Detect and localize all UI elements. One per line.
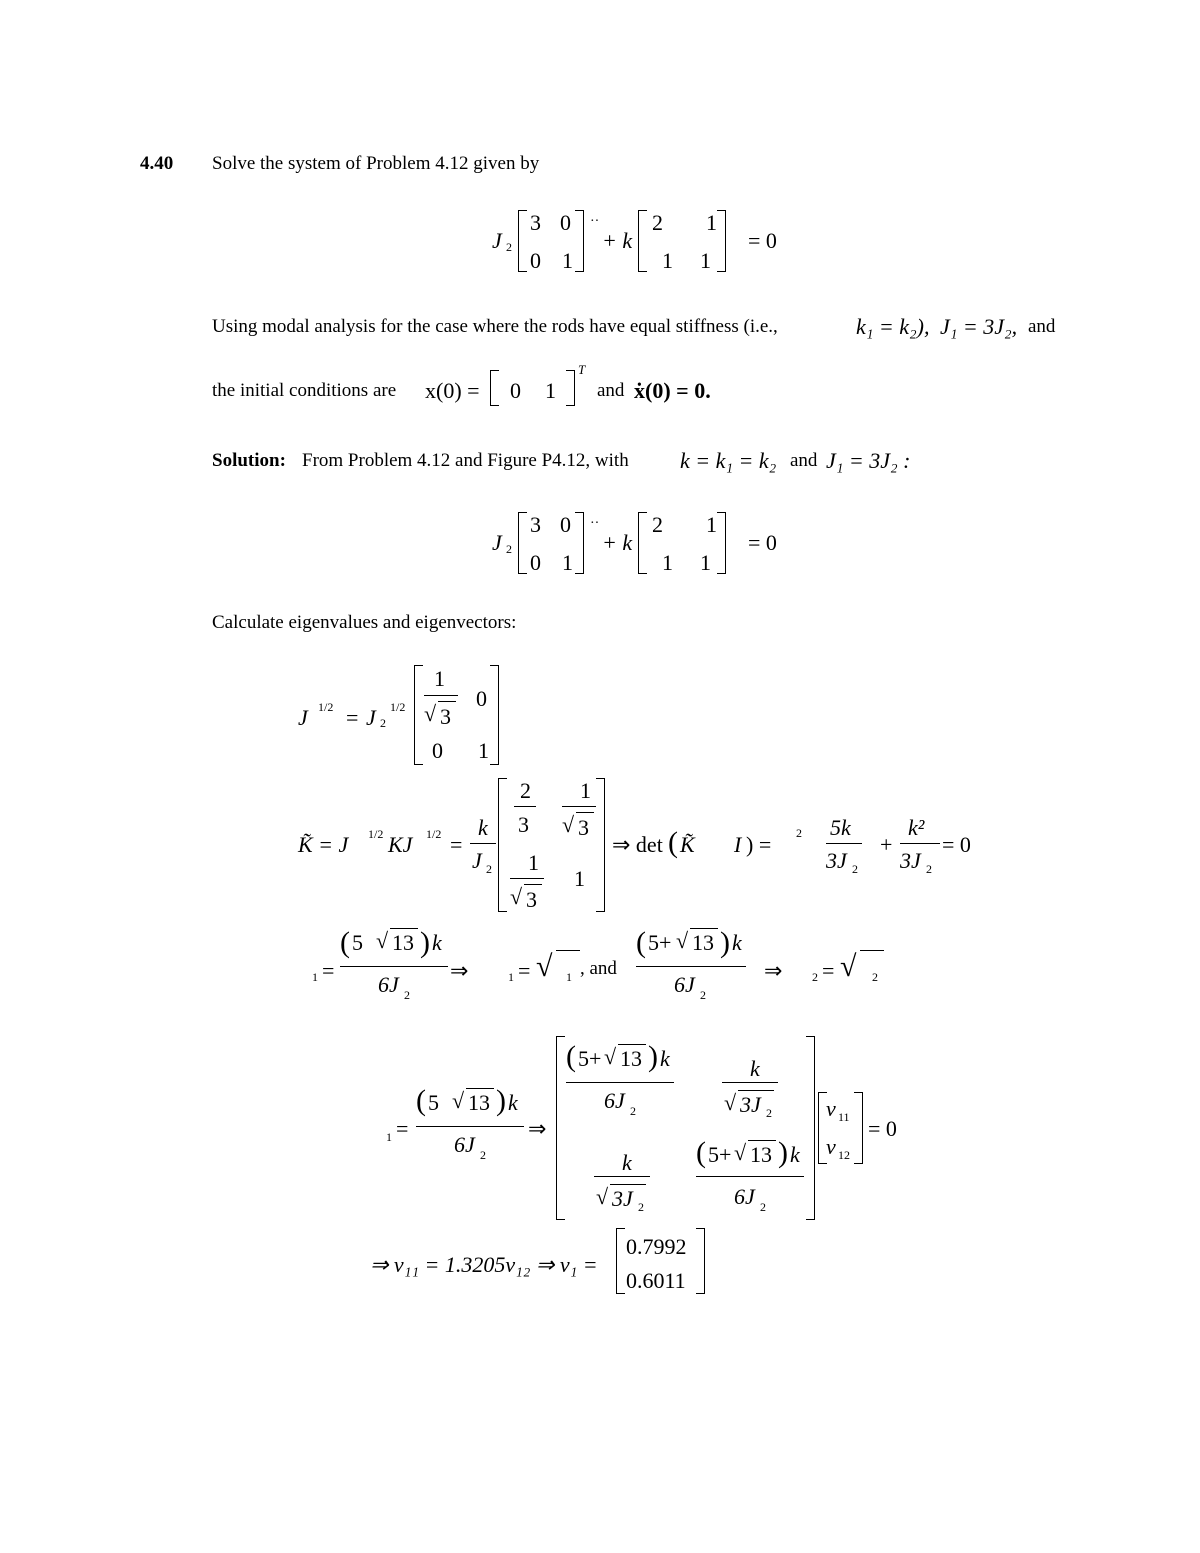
eq2-k22: 1	[700, 550, 711, 575]
mat-d-num-a: 5+	[708, 1142, 732, 1167]
eqK-d: 1	[574, 866, 585, 891]
final-text: ⇒ v₁₁ = 1.3205v₁₂ ⇒ v₁ =	[370, 1252, 598, 1277]
statement-line2: Using modal analysis for the case where the rods have equal stiffness (i.e.,	[212, 316, 778, 337]
eq2-dots: ··	[590, 516, 600, 531]
eqJ-equals: =	[346, 705, 359, 730]
solution-text: From Problem 4.12 and Figure P4.12, with	[302, 450, 629, 471]
eqJ-a-sqrt: √	[424, 701, 437, 726]
eqK-frac-bar	[470, 843, 496, 844]
mat-d-densub: 2	[760, 1200, 766, 1214]
eq1-bracket-left	[518, 210, 527, 272]
statement-and-2: and	[597, 380, 625, 401]
mat-c-vinculum	[610, 1184, 646, 1185]
mat-b-den: 3J	[740, 1092, 761, 1117]
calc-heading: Calculate eigenvalues and eigenvectors:	[212, 612, 517, 633]
mat-sub1: 1	[386, 1130, 392, 1144]
eq2-bracket-left	[518, 512, 527, 574]
eqK-b-num: 1	[580, 778, 591, 803]
lam2-densub: 2	[700, 988, 706, 1002]
eq2-k12: 1	[706, 512, 717, 537]
mat-b-bar	[722, 1082, 778, 1083]
eq2-bracket2-left	[638, 512, 647, 574]
eq2-plus-k: + k	[602, 530, 633, 555]
eq2-bracket-right	[575, 512, 584, 574]
vvec-bracket-right	[854, 1092, 863, 1164]
eqK-det-eq: ) =	[746, 832, 772, 857]
final-e2: 0.6011	[626, 1268, 686, 1293]
lam2-num-r: 13	[692, 930, 714, 955]
mat-d-num-r: 13	[750, 1142, 772, 1167]
problem-statement: Solve the system of Problem 4.12 given by	[212, 153, 540, 174]
eqK-bracket-right	[596, 778, 605, 912]
eq1-m21: 0	[530, 248, 541, 273]
lam1-num-r: 13	[392, 930, 414, 955]
mat-c-densub: 2	[638, 1200, 644, 1214]
lam2-root-vinculum	[860, 950, 884, 951]
mat-l-num-k: k	[508, 1090, 518, 1115]
eq1-bracket2-left	[638, 210, 647, 272]
eqK-zero: = 0	[942, 832, 971, 857]
eqK-I: I	[734, 832, 742, 857]
lam2-den: 6J	[674, 972, 695, 997]
eqK-b-sqrt: √	[562, 812, 575, 837]
eqK-a-den: 3	[518, 812, 529, 837]
eqK-frac-Jsub: 2	[486, 862, 492, 876]
lam1-r-sub: 1	[566, 970, 572, 984]
eqK-t1-den: 3J	[826, 848, 847, 873]
eqK-b-vinculum	[576, 812, 594, 813]
mat-l-densub: 2	[480, 1148, 486, 1162]
eqK-sup1: 1/2	[368, 827, 384, 841]
eqK-c-num: 1	[528, 850, 539, 875]
eq1-bracket2-right	[717, 210, 726, 272]
eq1-k11: 2	[652, 210, 663, 235]
solution-and: and	[790, 450, 818, 471]
lam2-num-k: k	[732, 930, 742, 955]
mat-d-den: 6J	[734, 1184, 755, 1209]
lam1-paren-open: (	[340, 926, 350, 959]
eqJ-rhs-sup: 1/2	[390, 700, 406, 714]
mat-l-vinculum	[466, 1088, 494, 1089]
eqJ-rhs: J	[366, 705, 376, 730]
eq1-k12: 1	[706, 210, 717, 235]
mat-a-sqrt: √	[604, 1044, 617, 1069]
eq2-Jsub: 2	[506, 542, 512, 556]
mat-b-sqrt: √	[724, 1090, 737, 1115]
lam2-sqrt: √	[676, 928, 689, 953]
mat-l-paren-close: )	[496, 1084, 506, 1117]
cond-k-equal: k₁ = k₂),	[856, 314, 930, 339]
mat-d-sqrt: √	[734, 1140, 747, 1165]
eq1-bracket-right	[575, 210, 584, 272]
eq2-k21: 1	[662, 550, 673, 575]
eqK-t2-num: k²	[908, 815, 925, 840]
mat-zero: = 0	[868, 1116, 897, 1141]
lam2-bar	[636, 966, 746, 967]
eqJ-c: 0	[432, 738, 443, 763]
mat-a-paren-close: )	[648, 1040, 658, 1073]
eqK-K: K̃	[680, 832, 695, 857]
eqJ-a-bar	[424, 695, 458, 696]
lam-sub1: 1	[312, 970, 318, 984]
final-e1: 0.7992	[626, 1234, 687, 1259]
eqK-t2-bar	[900, 843, 940, 844]
lam1-num-k: k	[432, 930, 442, 955]
v11-sub: 11	[838, 1110, 850, 1124]
vec-entry-1: 1	[545, 378, 556, 403]
eqK-frac-J: J	[472, 848, 482, 873]
mat-d-bar	[696, 1176, 804, 1177]
solution-label: Solution:	[212, 450, 286, 471]
eqJ-b: 0	[476, 686, 487, 711]
lam2-w-sub: 2	[812, 970, 818, 984]
eq2-m11: 3	[530, 512, 541, 537]
mat-a-paren-open: (	[566, 1040, 576, 1073]
eq1-k22: 1	[700, 248, 711, 273]
lam2-r-sub: 2	[872, 970, 878, 984]
eqJ-a-vinculum	[438, 701, 456, 702]
eqK-sup2: 1/2	[426, 827, 442, 841]
cond-xdot: ẋ(0) = 0.	[634, 378, 711, 403]
lam2-root: √	[840, 950, 857, 983]
v11: v	[826, 1096, 836, 1121]
eq2-k11: 2	[652, 512, 663, 537]
lam1-arrow: ⇒	[450, 958, 469, 983]
eqK-c-vinculum	[524, 884, 542, 885]
v12: v	[826, 1134, 836, 1159]
eqJ-bracket-left	[414, 665, 423, 765]
eq1-plus-k: + k	[602, 228, 633, 253]
lam1-densub: 2	[404, 988, 410, 1002]
eq1-dots: ··	[590, 214, 600, 229]
vec-entry-0: 0	[510, 378, 521, 403]
lam2-paren-open: (	[636, 926, 646, 959]
mat-d-num-k: k	[790, 1142, 800, 1167]
eqK-det: ⇒ det	[612, 832, 663, 857]
eq2-equals: = 0	[748, 530, 777, 555]
eqJ-lhs: J	[298, 705, 308, 730]
mat-b-vinculum	[738, 1090, 774, 1091]
vec-bracket-right	[566, 370, 575, 406]
lam1-vinculum	[390, 928, 418, 929]
mat-c-sqrt: √	[596, 1184, 609, 1209]
lam2-paren-close: )	[720, 926, 730, 959]
eqK-b-bar	[562, 806, 596, 807]
lam1-sqrt: √	[376, 928, 389, 953]
mat-c-num: k	[622, 1150, 632, 1175]
lam1-bar	[340, 966, 448, 967]
problem-number: 4.40	[140, 153, 174, 174]
lam2-vinculum	[690, 928, 718, 929]
eqK-b-den: 3	[578, 815, 589, 840]
mat-a-den: 6J	[604, 1088, 625, 1113]
lam1-num-a: 5	[352, 930, 363, 955]
eqK-paren-open: (	[668, 826, 678, 859]
final-bracket-left	[616, 1228, 625, 1294]
eq2-m21: 0	[530, 550, 541, 575]
eq2-J: J	[492, 530, 502, 555]
eqK-c-bar	[510, 878, 544, 879]
mat-a-bar	[566, 1082, 674, 1083]
eqK-t2-densub: 2	[926, 862, 932, 876]
mat-l-num-r: 13	[468, 1090, 490, 1115]
mat-a-num-r: 13	[620, 1046, 642, 1071]
mat-bracket-left	[556, 1036, 565, 1220]
statement-and: and	[1028, 316, 1056, 337]
lam1-root-vinculum	[556, 950, 580, 951]
eqK-t1-bar	[826, 843, 862, 844]
mat-a-vinculum	[618, 1044, 646, 1045]
mat-bracket-right	[806, 1036, 815, 1220]
eq1-k21: 1	[662, 248, 673, 273]
eq1-m11: 3	[530, 210, 541, 235]
eqK-t1-densub: 2	[852, 862, 858, 876]
final-bracket-right	[696, 1228, 705, 1294]
mat-a-num-a: 5+	[578, 1046, 602, 1071]
lam1-paren-close: )	[420, 926, 430, 959]
eq1-m12: 0	[560, 210, 571, 235]
mat-l-sqrt: √	[452, 1088, 465, 1113]
lam2-num-a: 5+	[648, 930, 672, 955]
lam-and: , and	[580, 958, 617, 979]
eqK-bracket-left	[498, 778, 507, 912]
mat-l-paren-open: (	[416, 1084, 426, 1117]
eqK-plus: +	[880, 832, 893, 857]
lam2-eq2: =	[822, 958, 835, 983]
mat-b-densub: 2	[766, 1106, 772, 1120]
eq1-Jsub: 2	[506, 240, 512, 254]
eq2-m12: 0	[560, 512, 571, 537]
vec-bracket-left	[490, 370, 499, 406]
eqK-c-sqrt: √	[510, 884, 523, 909]
mat-c-den: 3J	[612, 1186, 633, 1211]
mat-d-vinculum	[748, 1140, 776, 1141]
eqK-t2-den: 3J	[900, 848, 921, 873]
eqJ-a-num: 1	[434, 666, 445, 691]
eqK-frac-k: k	[478, 815, 488, 840]
lam1-den: 6J	[378, 972, 399, 997]
mat-c-bar	[594, 1176, 650, 1177]
lam1-root: √	[536, 950, 553, 983]
eqJ-d: 1	[478, 738, 489, 763]
lam1-w-sub: 1	[508, 970, 514, 984]
lam1-eq2: =	[518, 958, 531, 983]
lam2-arrow: ⇒	[764, 958, 783, 983]
mat-eq: =	[396, 1116, 409, 1141]
mat-d-paren-open: (	[696, 1136, 706, 1169]
mat-l-den: 6J	[454, 1132, 475, 1157]
solution-J-relation: J₁ = 3J₂ :	[826, 448, 911, 473]
eq1-m22: 1	[562, 248, 573, 273]
eqJ-rhs-sub: 2	[380, 716, 386, 730]
mat-b-num: k	[750, 1056, 760, 1081]
eqK-c-den: 3	[526, 887, 537, 912]
statement-line3: the initial conditions are	[212, 380, 397, 401]
eqK-exp-two: 2	[796, 826, 802, 840]
mat-d-paren-close: )	[778, 1136, 788, 1169]
eq2-m22: 1	[562, 550, 573, 575]
solution-k-relation: k = k₁ = k₂	[680, 448, 777, 473]
vec-transpose: T	[578, 362, 586, 377]
cond-x0: x(0) =	[425, 378, 480, 403]
v12-sub: 12	[838, 1148, 850, 1162]
eqK-equals: =	[450, 832, 463, 857]
eqJ-lhs-sup: 1/2	[318, 700, 334, 714]
lam-eq: =	[322, 958, 335, 983]
mat-arrow: ⇒	[528, 1116, 547, 1141]
mat-l-num-a: 5	[428, 1090, 439, 1115]
eq1-equals: = 0	[748, 228, 777, 253]
eqK-a-num: 2	[520, 778, 531, 803]
mat-l-bar	[416, 1126, 524, 1127]
mat-a-num-k: k	[660, 1046, 670, 1071]
eqK-mid: KJ	[388, 832, 413, 857]
eqJ-bracket-right	[490, 665, 499, 765]
eqK-t1-num: 5k	[830, 815, 851, 840]
eqK-lhs: K̃ = J	[298, 832, 349, 857]
eq1-J: J	[492, 228, 502, 253]
mat-a-densub: 2	[630, 1104, 636, 1118]
eqJ-a-den: 3	[440, 704, 451, 729]
eqK-a-bar	[514, 806, 536, 807]
eq2-bracket2-right	[717, 512, 726, 574]
cond-J-ratio: J₁ = 3J₂,	[940, 314, 1018, 339]
